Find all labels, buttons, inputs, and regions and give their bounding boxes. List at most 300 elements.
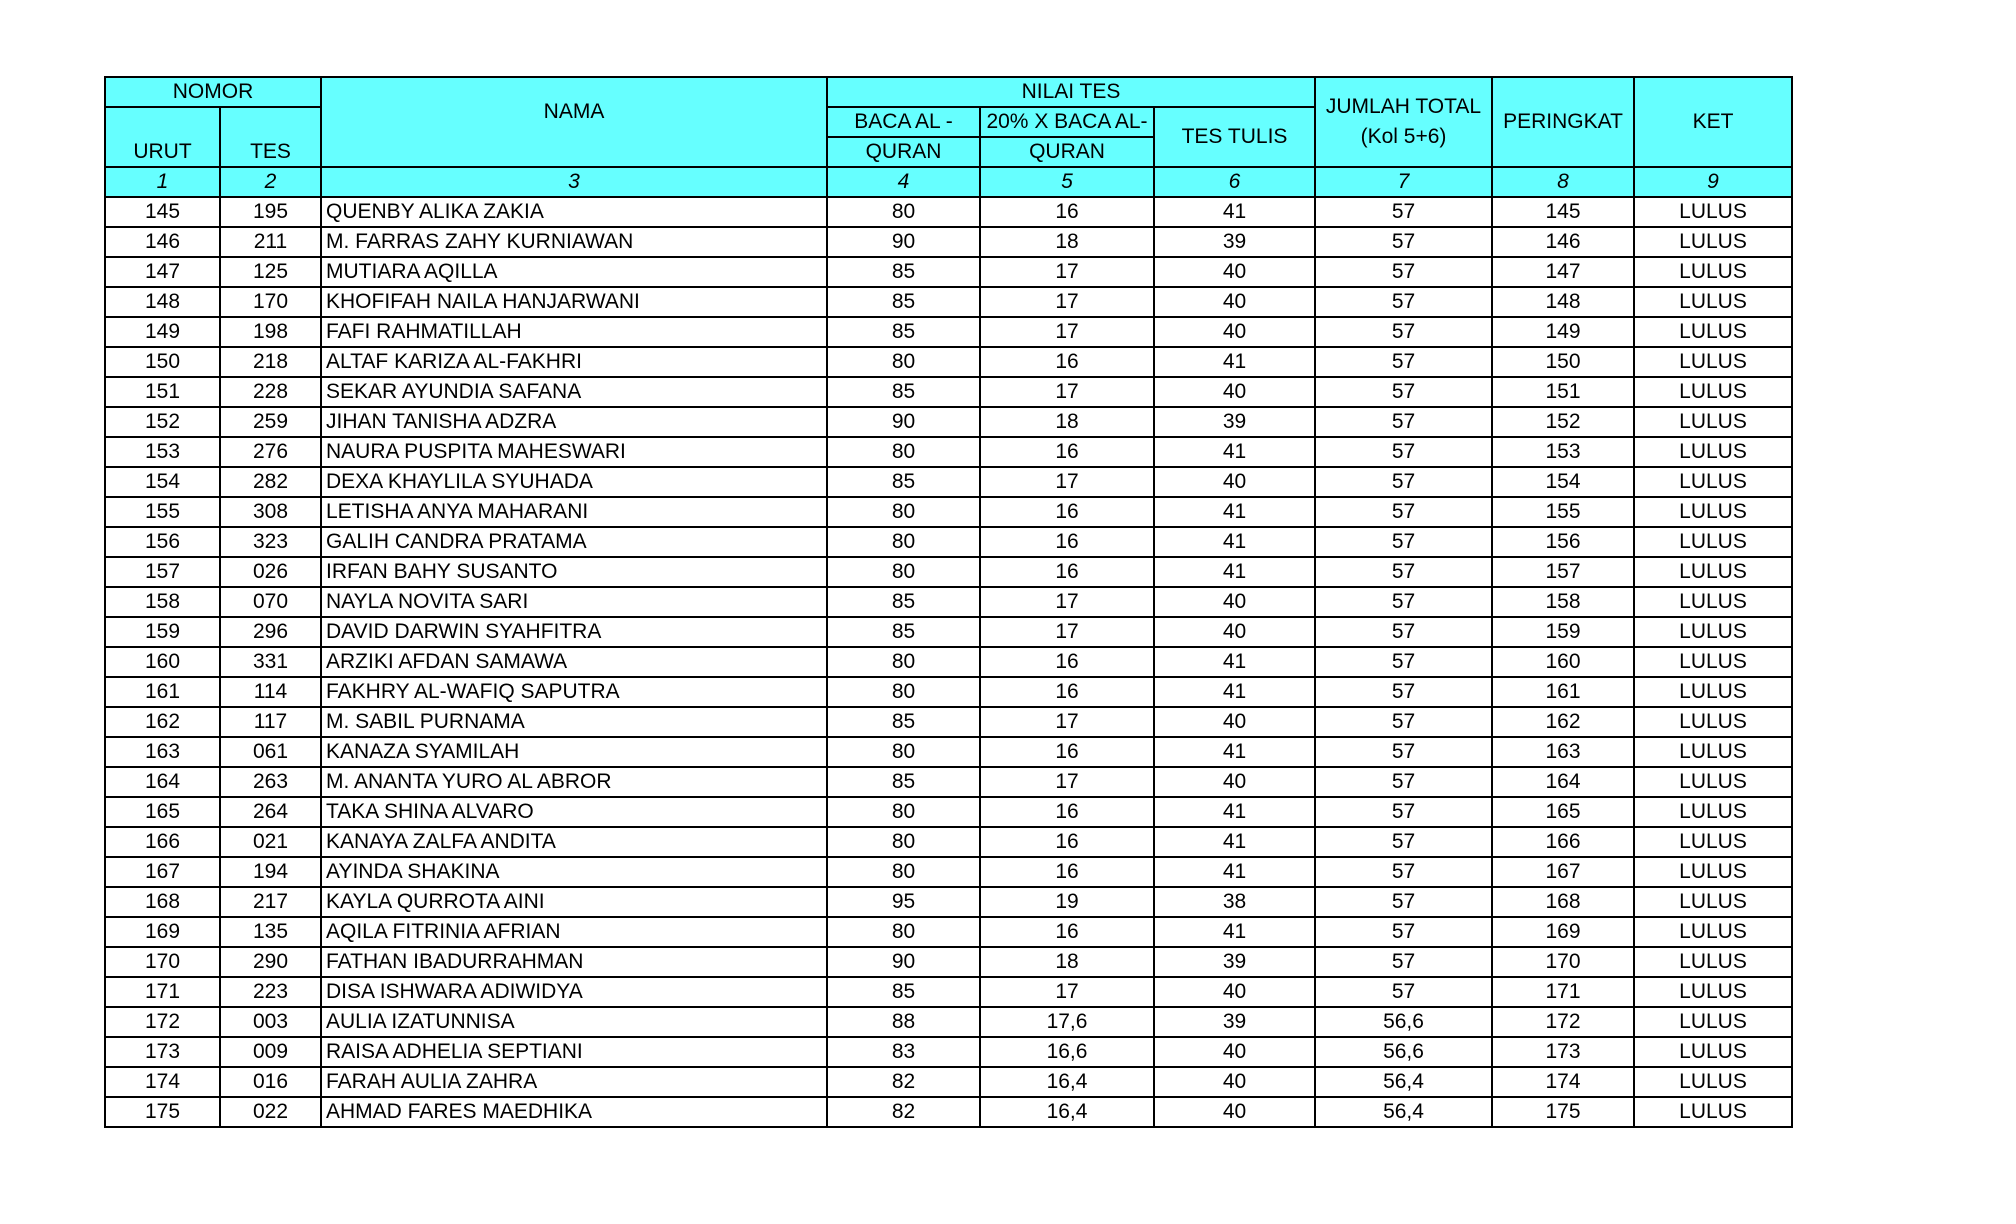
column-number-cell: 6 [1154, 167, 1315, 197]
peringkat-cell: 162 [1492, 707, 1634, 737]
urut-cell: 159 [105, 617, 220, 647]
urut-cell: 156 [105, 527, 220, 557]
nama-cell: IRFAN BAHY SUSANTO [321, 557, 827, 587]
pct-baca-cell: 17 [980, 377, 1154, 407]
baca-alquran-cell: 80 [827, 527, 980, 557]
nama-header [321, 77, 827, 167]
table-row [105, 1067, 1792, 1097]
urut-cell: 163 [105, 737, 220, 767]
pct-baca-cell: 17 [980, 617, 1154, 647]
jumlah-total-cell: 57 [1315, 437, 1492, 467]
tes-cell: 223 [220, 977, 321, 1007]
table-row [105, 767, 1792, 797]
tes-cell: 026 [220, 557, 321, 587]
jumlah-total-cell: 57 [1315, 467, 1492, 497]
peringkat-cell: 174 [1492, 1067, 1634, 1097]
peringkat-cell: 170 [1492, 947, 1634, 977]
baca-alquran-cell: 80 [827, 647, 980, 677]
jumlah-total-cell: 57 [1315, 587, 1492, 617]
baca-alquran-header-line2: QURAN [827, 137, 980, 167]
tes-tulis-cell: 41 [1154, 347, 1315, 377]
peringkat-cell: 175 [1492, 1097, 1634, 1127]
ket-cell: LULUS [1634, 857, 1792, 887]
tes-tulis-cell: 40 [1154, 767, 1315, 797]
nama-header-label: NAMA [543, 100, 605, 123]
ket-cell: LULUS [1634, 527, 1792, 557]
pct-baca-cell: 16 [980, 797, 1154, 827]
tes-cell: 125 [220, 257, 321, 287]
tes-cell: 135 [220, 917, 321, 947]
ket-cell: LULUS [1634, 347, 1792, 377]
peringkat-cell: 155 [1492, 497, 1634, 527]
peringkat-header: PERINGKAT [1492, 77, 1634, 167]
peringkat-cell: 173 [1492, 1037, 1634, 1067]
tes-cell: 114 [220, 677, 321, 707]
tes-cell: 211 [220, 227, 321, 257]
column-number-cell: 5 [980, 167, 1154, 197]
column-number-cell: 3 [321, 167, 827, 197]
peringkat-cell: 147 [1492, 257, 1634, 287]
peringkat-cell: 156 [1492, 527, 1634, 557]
tes-cell: 228 [220, 377, 321, 407]
pct-baca-header-line2: QURAN [980, 137, 1154, 167]
tes-tulis-cell: 41 [1154, 827, 1315, 857]
nilai-tes-header: NILAI TES [827, 77, 1315, 107]
peringkat-cell: 171 [1492, 977, 1634, 1007]
column-number-cell: 9 [1634, 167, 1792, 197]
nama-cell: AULIA IZATUNNISA [321, 1007, 827, 1037]
ket-cell: LULUS [1634, 437, 1792, 467]
baca-alquran-cell: 95 [827, 887, 980, 917]
nomor-header: NOMOR [105, 77, 321, 107]
urut-cell: 165 [105, 797, 220, 827]
tes-cell: 009 [220, 1037, 321, 1067]
nama-cell: JIHAN TANISHA ADZRA [321, 407, 827, 437]
ket-cell: LULUS [1634, 647, 1792, 677]
tes-tulis-cell: 41 [1154, 917, 1315, 947]
pct-baca-cell: 16,6 [980, 1037, 1154, 1067]
pct-baca-cell: 16 [980, 437, 1154, 467]
baca-alquran-cell: 85 [827, 617, 980, 647]
ket-cell: LULUS [1634, 1007, 1792, 1037]
tes-cell: 276 [220, 437, 321, 467]
table-row [105, 347, 1792, 377]
urut-cell: 145 [105, 197, 220, 227]
tes-tulis-cell: 40 [1154, 1037, 1315, 1067]
peringkat-cell: 166 [1492, 827, 1634, 857]
ket-cell: LULUS [1634, 467, 1792, 497]
table-row [105, 677, 1792, 707]
baca-alquran-header-line1: BACA AL - [827, 107, 980, 137]
pct-baca-cell: 17,6 [980, 1007, 1154, 1037]
urut-cell: 171 [105, 977, 220, 1007]
table-row [105, 1097, 1792, 1127]
baca-alquran-cell: 80 [827, 917, 980, 947]
urut-cell: 167 [105, 857, 220, 887]
ket-cell: LULUS [1634, 767, 1792, 797]
jumlah-total-cell: 56,4 [1315, 1097, 1492, 1127]
ket-cell: LULUS [1634, 707, 1792, 737]
column-number-cell: 4 [827, 167, 980, 197]
table-row [105, 617, 1792, 647]
peringkat-cell: 161 [1492, 677, 1634, 707]
tes-cell: 003 [220, 1007, 321, 1037]
nama-cell: NAURA PUSPITA MAHESWARI [321, 437, 827, 467]
ket-cell: LULUS [1634, 797, 1792, 827]
pct-baca-cell: 17 [980, 257, 1154, 287]
urut-cell: 174 [105, 1067, 220, 1097]
column-number-row [105, 167, 1792, 197]
tes-cell: 323 [220, 527, 321, 557]
table-row [105, 887, 1792, 917]
jumlah-total-cell: 57 [1315, 647, 1492, 677]
peringkat-cell: 153 [1492, 437, 1634, 467]
jumlah-total-cell: 56,4 [1315, 1067, 1492, 1097]
nama-cell: ALTAF KARIZA AL-FAKHRI [321, 347, 827, 377]
tes-tulis-cell: 40 [1154, 587, 1315, 617]
ket-cell: LULUS [1634, 197, 1792, 227]
nama-cell: ARZIKI AFDAN SAMAWA [321, 647, 827, 677]
nama-cell: KANAYA ZALFA ANDITA [321, 827, 827, 857]
table-row [105, 257, 1792, 287]
baca-alquran-cell: 80 [827, 677, 980, 707]
table-row [105, 707, 1792, 737]
table-row [105, 317, 1792, 347]
pct-baca-cell: 16 [980, 737, 1154, 767]
tes-cell: 290 [220, 947, 321, 977]
tes-cell: 264 [220, 797, 321, 827]
ket-cell: LULUS [1634, 587, 1792, 617]
pct-baca-cell: 18 [980, 227, 1154, 257]
urut-header: URUT [105, 107, 220, 167]
pct-baca-cell: 16 [980, 497, 1154, 527]
nama-cell: M. FARRAS ZAHY KURNIAWAN [321, 227, 827, 257]
urut-cell: 155 [105, 497, 220, 527]
nama-cell: M. SABIL PURNAMA [321, 707, 827, 737]
tes-tulis-cell: 41 [1154, 797, 1315, 827]
table-row [105, 977, 1792, 1007]
nama-cell: AQILA FITRINIA AFRIAN [321, 917, 827, 947]
pct-baca-cell: 17 [980, 767, 1154, 797]
jumlah-total-cell: 57 [1315, 497, 1492, 527]
baca-alquran-cell: 90 [827, 407, 980, 437]
jumlah-total-cell: 57 [1315, 257, 1492, 287]
urut-cell: 154 [105, 467, 220, 497]
tes-tulis-cell: 41 [1154, 197, 1315, 227]
baca-alquran-cell: 82 [827, 1067, 980, 1097]
nama-cell: TAKA SHINA ALVARO [321, 797, 827, 827]
jumlah-total-cell: 57 [1315, 287, 1492, 317]
urut-cell: 149 [105, 317, 220, 347]
pct-baca-cell: 17 [980, 707, 1154, 737]
baca-alquran-cell: 85 [827, 257, 980, 287]
tes-tulis-cell: 39 [1154, 947, 1315, 977]
baca-alquran-cell: 80 [827, 347, 980, 377]
jumlah-total-cell: 57 [1315, 737, 1492, 767]
baca-alquran-cell: 85 [827, 287, 980, 317]
pct-baca-cell: 16 [980, 647, 1154, 677]
nama-cell: QUENBY ALIKA ZAKIA [321, 197, 827, 227]
tes-cell: 282 [220, 467, 321, 497]
jumlah-total-cell: 57 [1315, 797, 1492, 827]
urut-cell: 148 [105, 287, 220, 317]
urut-cell: 152 [105, 407, 220, 437]
baca-alquran-cell: 85 [827, 767, 980, 797]
pct-baca-cell: 16 [980, 827, 1154, 857]
urut-cell: 160 [105, 647, 220, 677]
table-row [105, 377, 1792, 407]
tes-tulis-cell: 41 [1154, 497, 1315, 527]
jumlah-total-cell: 57 [1315, 227, 1492, 257]
tes-cell: 218 [220, 347, 321, 377]
tes-cell: 061 [220, 737, 321, 767]
baca-alquran-cell: 85 [827, 317, 980, 347]
table-row [105, 827, 1792, 857]
peringkat-cell: 163 [1492, 737, 1634, 767]
baca-alquran-cell: 80 [827, 557, 980, 587]
baca-alquran-cell: 88 [827, 1007, 980, 1037]
baca-alquran-cell: 85 [827, 707, 980, 737]
urut-cell: 170 [105, 947, 220, 977]
jumlah-total-cell: 57 [1315, 767, 1492, 797]
pct-baca-cell: 16,4 [980, 1097, 1154, 1127]
baca-alquran-cell: 80 [827, 437, 980, 467]
table-row [105, 737, 1792, 767]
pct-baca-cell: 16 [980, 677, 1154, 707]
table-row [105, 287, 1792, 317]
column-number-cell: 1 [105, 167, 220, 197]
nama-cell: FARAH AULIA ZAHRA [321, 1067, 827, 1097]
tes-header: TES [220, 107, 321, 167]
tes-tulis-header: TES TULIS [1154, 107, 1315, 167]
nama-cell: MUTIARA AQILLA [321, 257, 827, 287]
jumlah-total-cell: 57 [1315, 977, 1492, 1007]
peringkat-cell: 164 [1492, 767, 1634, 797]
table-row [105, 227, 1792, 257]
jumlah-total-cell: 57 [1315, 677, 1492, 707]
pct-baca-cell: 17 [980, 977, 1154, 1007]
jumlah-total-cell: 57 [1315, 347, 1492, 377]
tes-tulis-cell: 39 [1154, 1007, 1315, 1037]
pct-baca-cell: 16 [980, 197, 1154, 227]
tes-tulis-cell: 40 [1154, 317, 1315, 347]
jumlah-total-label-line1: JUMLAH TOTAL [1325, 95, 1482, 118]
baca-alquran-cell: 80 [827, 497, 980, 527]
urut-cell: 161 [105, 677, 220, 707]
tes-tulis-cell: 41 [1154, 677, 1315, 707]
nama-cell: FAFI RAHMATILLAH [321, 317, 827, 347]
urut-cell: 157 [105, 557, 220, 587]
urut-cell: 173 [105, 1037, 220, 1067]
tes-tulis-cell: 40 [1154, 617, 1315, 647]
pct-baca-cell: 16 [980, 527, 1154, 557]
pct-baca-cell: 19 [980, 887, 1154, 917]
table-body [105, 197, 1792, 1127]
tes-tulis-cell: 41 [1154, 647, 1315, 677]
jumlah-total-cell: 56,6 [1315, 1037, 1492, 1067]
nama-cell: RAISA ADHELIA SEPTIANI [321, 1037, 827, 1067]
ket-cell: LULUS [1634, 1037, 1792, 1067]
baca-alquran-cell: 85 [827, 977, 980, 1007]
baca-alquran-cell: 80 [827, 797, 980, 827]
tes-cell: 198 [220, 317, 321, 347]
tes-tulis-cell: 40 [1154, 257, 1315, 287]
table-row [105, 1007, 1792, 1037]
tes-tulis-cell: 41 [1154, 557, 1315, 587]
table-row [105, 437, 1792, 467]
table-row [105, 647, 1792, 677]
baca-alquran-cell: 83 [827, 1037, 980, 1067]
tes-cell: 195 [220, 197, 321, 227]
tes-tulis-cell: 40 [1154, 287, 1315, 317]
table-row [105, 587, 1792, 617]
nama-cell: DEXA KHAYLILA SYUHADA [321, 467, 827, 497]
urut-cell: 158 [105, 587, 220, 617]
peringkat-cell: 172 [1492, 1007, 1634, 1037]
ket-cell: LULUS [1634, 887, 1792, 917]
tes-tulis-cell: 40 [1154, 377, 1315, 407]
jumlah-total-cell: 57 [1315, 407, 1492, 437]
pct-baca-cell: 17 [980, 287, 1154, 317]
table-row [105, 407, 1792, 437]
tes-cell: 170 [220, 287, 321, 317]
urut-cell: 151 [105, 377, 220, 407]
results-table [104, 76, 1793, 1128]
jumlah-total-cell: 57 [1315, 917, 1492, 947]
urut-cell: 175 [105, 1097, 220, 1127]
tes-tulis-cell: 38 [1154, 887, 1315, 917]
tes-cell: 263 [220, 767, 321, 797]
urut-cell: 147 [105, 257, 220, 287]
ket-cell: LULUS [1634, 827, 1792, 857]
peringkat-cell: 149 [1492, 317, 1634, 347]
jumlah-total-cell: 57 [1315, 527, 1492, 557]
jumlah-total-cell: 57 [1315, 317, 1492, 347]
column-number-cell: 2 [220, 167, 321, 197]
jumlah-total-cell: 57 [1315, 557, 1492, 587]
ket-cell: LULUS [1634, 917, 1792, 947]
jumlah-total-cell: 57 [1315, 947, 1492, 977]
baca-alquran-cell: 80 [827, 737, 980, 767]
pct-baca-cell: 16 [980, 917, 1154, 947]
table-row [105, 497, 1792, 527]
table-row [105, 467, 1792, 497]
peringkat-cell: 148 [1492, 287, 1634, 317]
ket-cell: LULUS [1634, 407, 1792, 437]
nama-cell: KHOFIFAH NAILA HANJARWANI [321, 287, 827, 317]
jumlah-total-cell: 57 [1315, 197, 1492, 227]
pct-baca-cell: 16,4 [980, 1067, 1154, 1097]
urut-cell: 166 [105, 827, 220, 857]
table-row [105, 917, 1792, 947]
ket-cell: LULUS [1634, 677, 1792, 707]
pct-baca-cell: 17 [980, 587, 1154, 617]
pct-baca-header-line1: 20% X BACA AL- [980, 107, 1154, 137]
pct-baca-cell: 17 [980, 467, 1154, 497]
ket-cell: LULUS [1634, 287, 1792, 317]
table-row [105, 797, 1792, 827]
nama-cell: DISA ISHWARA ADIWIDYA [321, 977, 827, 1007]
peringkat-cell: 168 [1492, 887, 1634, 917]
tes-tulis-cell: 40 [1154, 707, 1315, 737]
tes-tulis-cell: 40 [1154, 467, 1315, 497]
tes-cell: 194 [220, 857, 321, 887]
ket-cell: LULUS [1634, 227, 1792, 257]
nama-cell: NAYLA NOVITA SARI [321, 587, 827, 617]
jumlah-total-cell: 56,6 [1315, 1007, 1492, 1037]
jumlah-total-cell: 57 [1315, 857, 1492, 887]
nama-cell: GALIH CANDRA PRATAMA [321, 527, 827, 557]
urut-cell: 153 [105, 437, 220, 467]
jumlah-total-cell: 57 [1315, 707, 1492, 737]
baca-alquran-cell: 80 [827, 827, 980, 857]
nama-cell: FAKHRY AL-WAFIQ SAPUTRA [321, 677, 827, 707]
table-row [105, 527, 1792, 557]
column-number-cell: 7 [1315, 167, 1492, 197]
tes-tulis-cell: 41 [1154, 857, 1315, 887]
tes-tulis-cell: 40 [1154, 1097, 1315, 1127]
peringkat-cell: 169 [1492, 917, 1634, 947]
baca-alquran-cell: 80 [827, 197, 980, 227]
tes-cell: 296 [220, 617, 321, 647]
ket-cell: LULUS [1634, 947, 1792, 977]
table-row [105, 857, 1792, 887]
nama-cell: FATHAN IBADURRAHMAN [321, 947, 827, 977]
table-row [105, 197, 1792, 227]
ket-cell: LULUS [1634, 1097, 1792, 1127]
jumlah-total-cell: 57 [1315, 887, 1492, 917]
jumlah-total-header [1315, 77, 1492, 167]
peringkat-cell: 165 [1492, 797, 1634, 827]
jumlah-total-label-line2: (Kol 5+6) [1360, 125, 1447, 148]
peringkat-cell: 150 [1492, 347, 1634, 377]
peringkat-cell: 159 [1492, 617, 1634, 647]
peringkat-cell: 167 [1492, 857, 1634, 887]
baca-alquran-cell: 80 [827, 857, 980, 887]
ket-cell: LULUS [1634, 317, 1792, 347]
nama-cell: KAYLA QURROTA AINI [321, 887, 827, 917]
baca-alquran-cell: 90 [827, 227, 980, 257]
nama-cell: KANAZA SYAMILAH [321, 737, 827, 767]
ket-cell: LULUS [1634, 737, 1792, 767]
tes-tulis-cell: 39 [1154, 407, 1315, 437]
tes-cell: 021 [220, 827, 321, 857]
jumlah-total-cell: 57 [1315, 827, 1492, 857]
urut-cell: 146 [105, 227, 220, 257]
ket-cell: LULUS [1634, 977, 1792, 1007]
tes-tulis-cell: 41 [1154, 527, 1315, 557]
nama-cell: M. ANANTA YURO AL ABROR [321, 767, 827, 797]
tes-cell: 117 [220, 707, 321, 737]
peringkat-cell: 146 [1492, 227, 1634, 257]
urut-cell: 172 [105, 1007, 220, 1037]
baca-alquran-cell: 85 [827, 377, 980, 407]
tes-tulis-cell: 39 [1154, 227, 1315, 257]
column-number-cell: 8 [1492, 167, 1634, 197]
tes-cell: 070 [220, 587, 321, 617]
pct-baca-cell: 16 [980, 347, 1154, 377]
peringkat-cell: 145 [1492, 197, 1634, 227]
peringkat-cell: 154 [1492, 467, 1634, 497]
peringkat-cell: 157 [1492, 557, 1634, 587]
tes-tulis-cell: 40 [1154, 1067, 1315, 1097]
ket-cell: LULUS [1634, 377, 1792, 407]
urut-cell: 164 [105, 767, 220, 797]
ket-cell: LULUS [1634, 557, 1792, 587]
pct-baca-cell: 16 [980, 857, 1154, 887]
table-row [105, 1037, 1792, 1067]
urut-cell: 169 [105, 917, 220, 947]
